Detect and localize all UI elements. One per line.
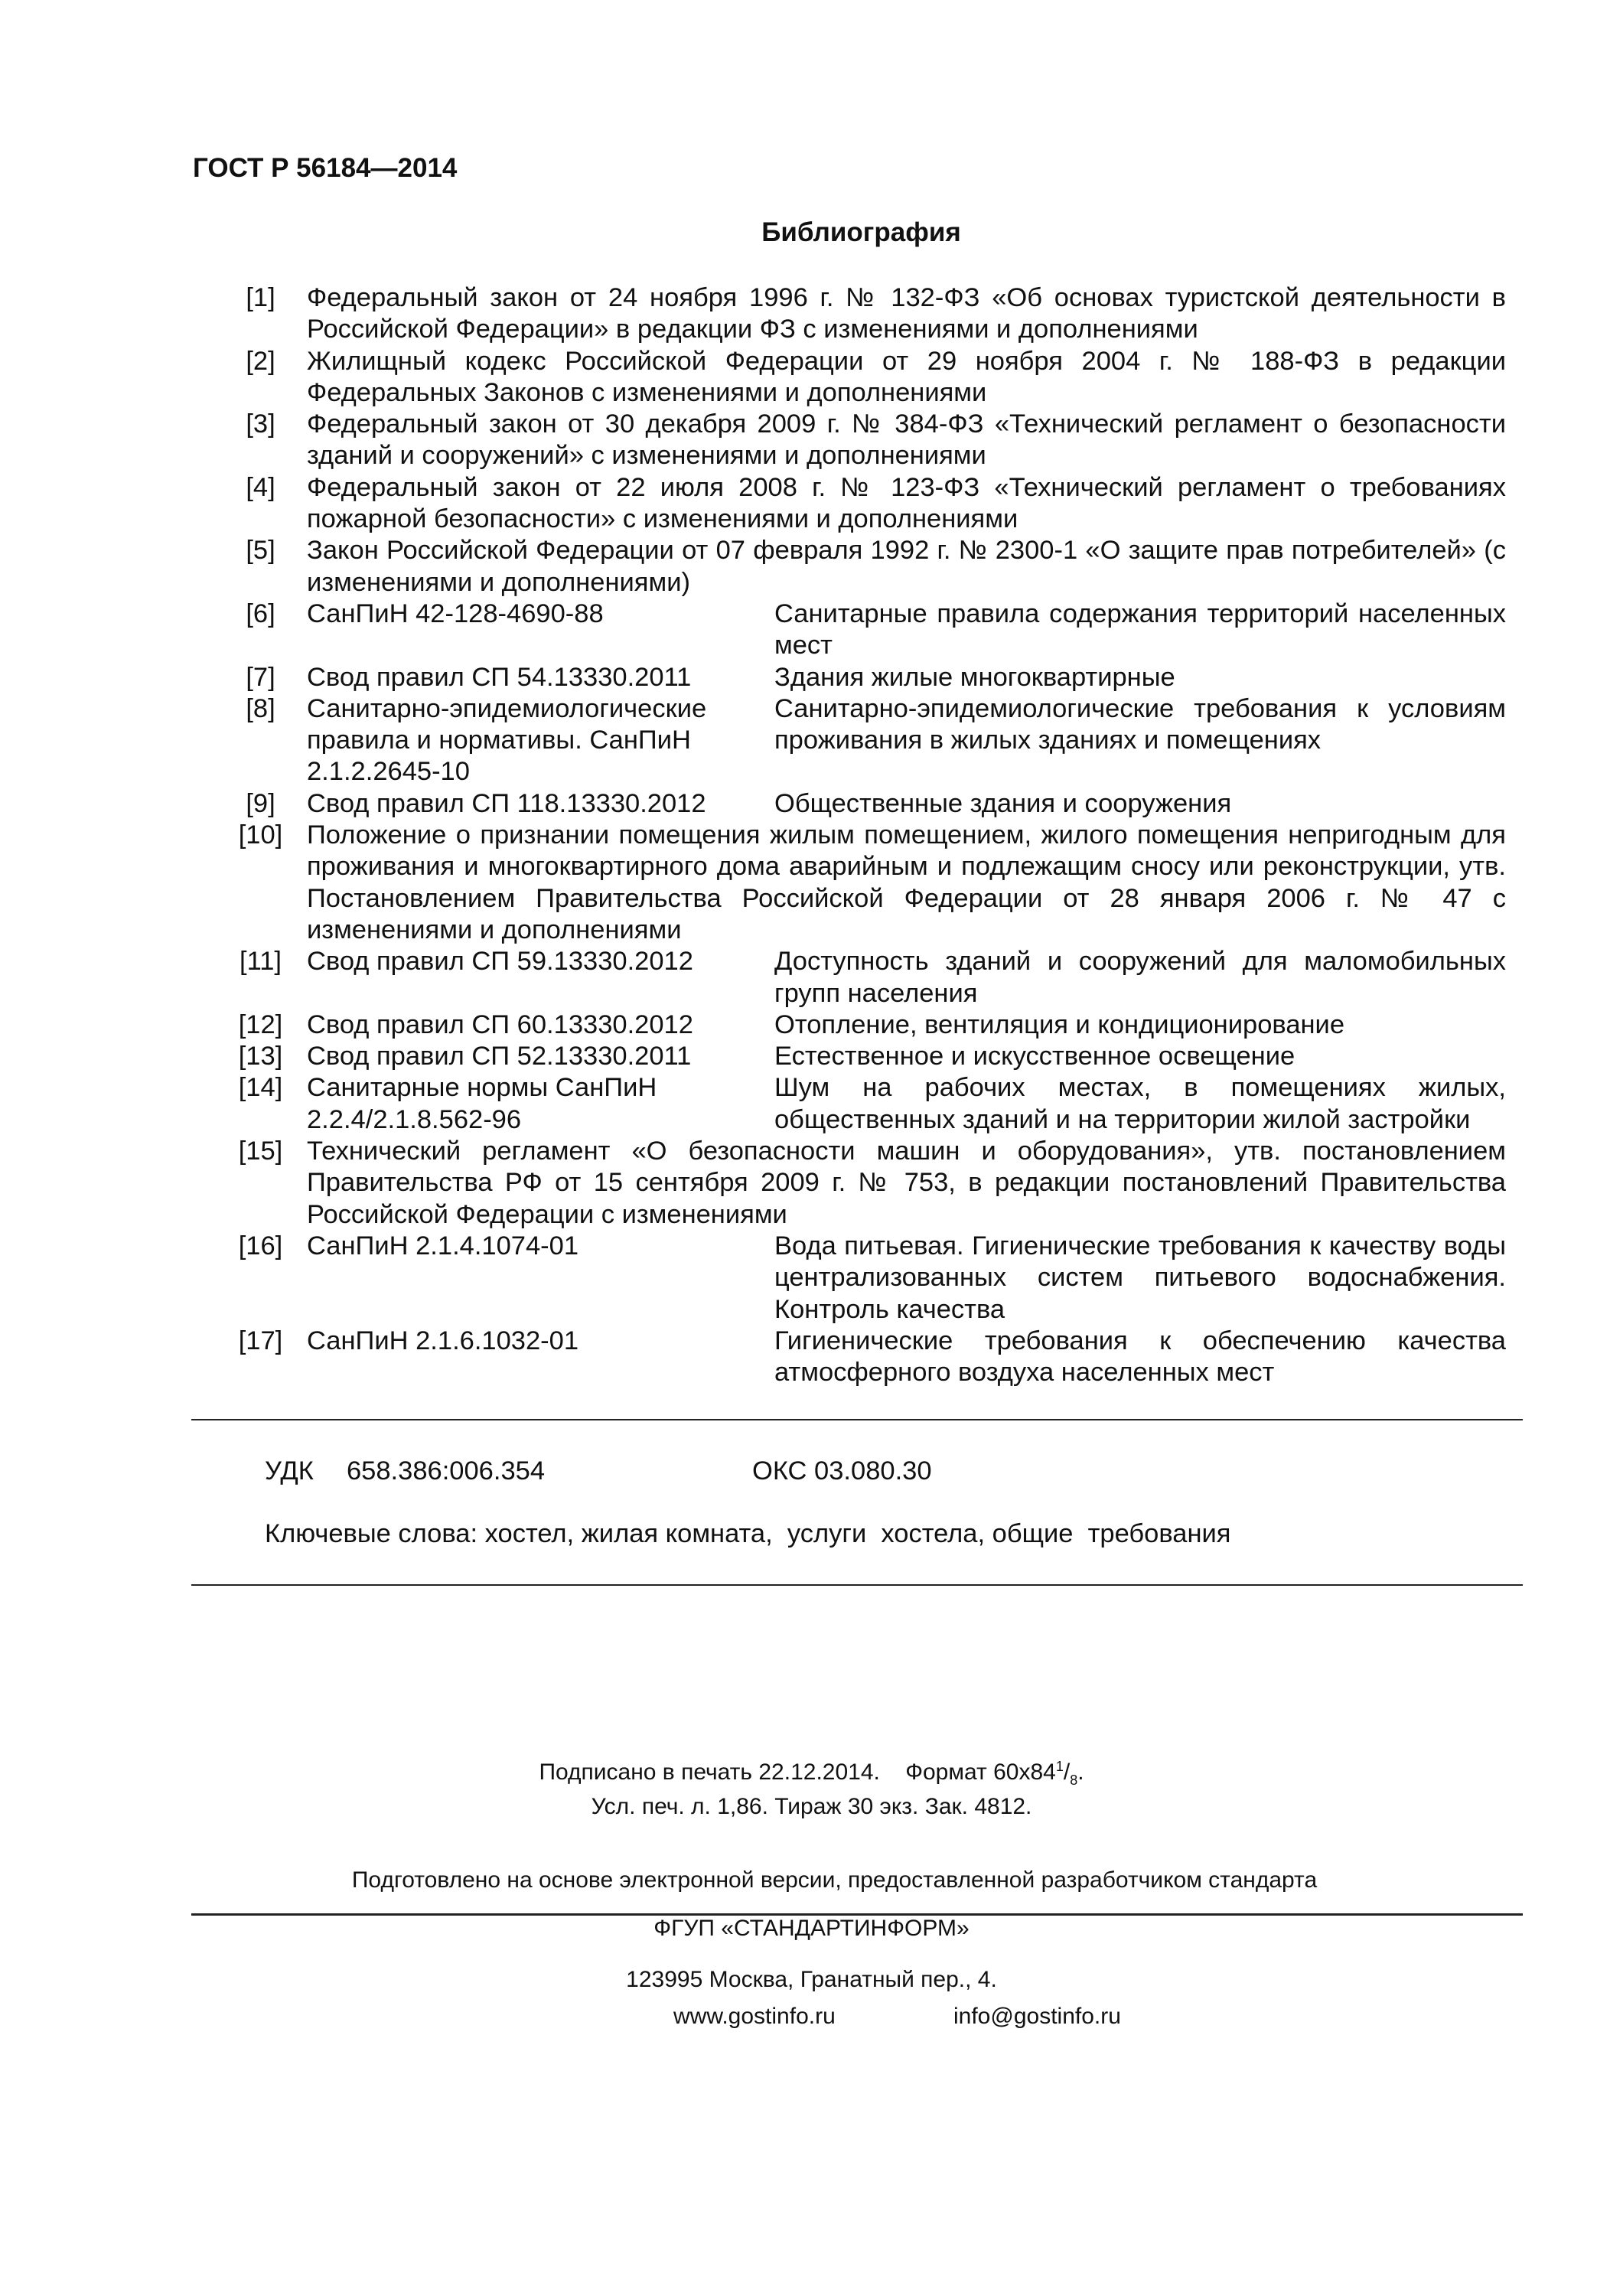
entry-number: [13] <box>238 1042 283 1071</box>
entry-title: Отопление, вентиляция и кондиционирование <box>774 1009 1345 1039</box>
bibliography-entry <box>214 946 1506 1009</box>
entry-title: Здания жилые многоквартирные <box>774 662 1175 692</box>
entry-title: Естественное и искусственное освещение <box>774 1042 1295 1071</box>
bibliography-entry <box>214 1041 1506 1072</box>
entry-title: Вода питьевая. Гигиенические требования к качеству воды централизованных систем питьевого водоснабжения. Контроль качества <box>774 1231 1506 1324</box>
udk-code: 658.386:006.354 <box>347 1456 546 1486</box>
address: 123995 Москва, Гранатный пер., 4. <box>626 1967 997 1992</box>
entry-text: Федеральный закон от 22 июля 2008 г. № 123-ФЗ «Технический регламент о требованиях пожарной безопасности» с изменениями и дополнениями <box>307 472 1506 534</box>
bibliography-entry <box>214 1326 1506 1389</box>
entry-code: Санитарно-эпидемиологические правила и нормативы. СанПиН 2.1.2.2645-10 <box>307 693 707 787</box>
bibliography-entry <box>214 282 1506 346</box>
bibliography-entry <box>214 535 1506 598</box>
entry-title: Шум на рабочих местах, в помещениях жилых, общественных зданий и на территории жилой застройки <box>774 1073 1506 1134</box>
bibliography-entry <box>214 598 1506 662</box>
signed-line: Подписано в печать 22.12.2014. Формат $60x84^1/_8$. <box>539 1759 1084 1788</box>
entry-title: Общественные здания и сооружения <box>774 788 1232 818</box>
entry-title: Гигиенические требования к обеспечению качества атмосферного воздуха населенных мест <box>774 1326 1506 1388</box>
keywords: Ключевые слова: хостел, жилая комната, услуги хостела, общие требования <box>265 1519 1231 1548</box>
divider <box>191 1584 1523 1586</box>
bibliography-entry <box>214 820 1506 946</box>
entry-title: Доступность зданий и сооружений для маломобильных групп населения <box>774 947 1506 1008</box>
entry-text: Федеральный закон от 30 декабря 2009 г. № 384-ФЗ «Технический регламент о безопасности зданий и сооружений» с изменениями и дополнениями <box>307 409 1506 471</box>
entry-code: СанПиН 42-128-4690-88 <box>307 598 604 628</box>
entry-code: СанПиН 2.1.6.1032-01 <box>307 1326 579 1355</box>
udk-label: УДК <box>265 1456 314 1486</box>
section-title: Библиография <box>761 217 961 247</box>
publisher: ФГУП «СТАНДАРТИНФОРМ» <box>653 1916 970 1941</box>
entry-number: [4] <box>246 472 275 502</box>
entry-code: Свод правил СП 59.13330.2012 <box>307 947 693 977</box>
bibliography-entry <box>214 346 1506 409</box>
entry-title: Санитарно-эпидемиологические требования к условиям проживания в жилых зданиях и помещениях <box>774 693 1506 755</box>
bibliography-entry <box>214 1231 1506 1326</box>
bibliography-entry <box>214 1072 1506 1136</box>
entry-number: [10] <box>238 820 283 850</box>
entry-number: [9] <box>246 788 275 818</box>
entry-title: Санитарные правила содержания территорий населенных мест <box>774 598 1506 660</box>
bibliography-entry <box>214 1136 1506 1231</box>
website-link[interactable]: www.gostinfo.ru <box>673 2004 836 2029</box>
prepared-note: Подготовлено на основе электронной версии, предоставленной разработчиком стандарта <box>351 1867 1318 1893</box>
entry-number: [12] <box>238 1009 283 1039</box>
bibliography-entry <box>214 1009 1506 1041</box>
format-denominator: 8 <box>1070 1773 1078 1788</box>
bibliography-entry <box>214 409 1506 472</box>
entry-number: [17] <box>238 1326 283 1355</box>
entry-number: [7] <box>246 662 275 692</box>
entry-number: [1] <box>246 283 275 312</box>
entry-text: Федеральный закон от 24 ноября 1996 г. № 132-ФЗ «Об основах туристской деятельности в Российской Федерации» в редакции ФЗ с изменениями и дополнениями <box>307 283 1506 344</box>
signed-text: Подписано в печать 22.12.2014. Формат 60x84 <box>539 1760 1056 1785</box>
entry-code: Свод правил СП 52.13330.2011 <box>307 1042 692 1071</box>
entry-text: Закон Российской Федерации от 07 февраля 1992 г. № 2300-1 «О защите прав потребителей» (с изменениями и дополнениями) <box>307 536 1506 597</box>
entry-code: Свод правил СП 60.13330.2012 <box>307 1009 693 1039</box>
entry-code: СанПиН 2.1.4.1074-01 <box>307 1231 579 1261</box>
bibliography-list <box>214 282 1506 1388</box>
bibliography-entry <box>214 472 1506 536</box>
bibliography-entry <box>214 788 1506 820</box>
entry-text: Положение о признании помещения жилым помещением, жилого помещения непригодным для проживания и многоквартирного дома аварийным и подлежащим сносу или реконструкции, утв. Постановлением Правительства Российской Федерации от 28 января 2006 г. № 47 с изменениями и дополнениями <box>307 820 1506 944</box>
entry-code: Свод правил СП 118.13330.2012 <box>307 788 706 818</box>
bibliography-entry <box>214 693 1506 788</box>
divider <box>191 1419 1523 1420</box>
document-id: ГОСТ Р 56184—2014 <box>193 153 458 183</box>
entry-number: [8] <box>246 693 275 723</box>
entry-code: Свод правил СП 54.13330.2011 <box>307 662 692 692</box>
entry-number: [6] <box>246 598 275 628</box>
print-info: Усл. печ. л. 1,86. Тираж 30 экз. Зак. 4812. <box>591 1794 1032 1819</box>
entry-number: [2] <box>246 346 275 376</box>
bibliography-entry <box>214 662 1506 693</box>
entry-number: [11] <box>240 947 282 977</box>
entry-text: Жилищный кодекс Российской Федерации от 29 ноября 2004 г. № 188-ФЗ в редакции Федеральных Законов с изменениями и дополнениями <box>307 346 1506 407</box>
entry-text: Технический регламент «О безопасности машин и оборудования», утв. постановлением Правительства РФ от 15 сентября 2009 г. № 753, в редакции постановлений Правительства Российской Федерации с изменениями <box>307 1137 1506 1229</box>
entry-number: [15] <box>238 1137 283 1166</box>
email-link[interactable]: info@gostinfo.ru <box>953 2004 1121 2029</box>
entry-number: [5] <box>246 536 275 566</box>
oks-code: ОКС 03.080.30 <box>752 1456 932 1486</box>
entry-number: [3] <box>246 409 275 439</box>
entry-number: [14] <box>238 1073 283 1103</box>
format-end: . <box>1077 1760 1084 1785</box>
entry-code: Санитарные нормы СанПиН 2.2.4/2.1.8.562-96 <box>307 1073 657 1134</box>
format-numerator: 1 <box>1055 1759 1064 1774</box>
entry-number: [16] <box>238 1231 283 1261</box>
